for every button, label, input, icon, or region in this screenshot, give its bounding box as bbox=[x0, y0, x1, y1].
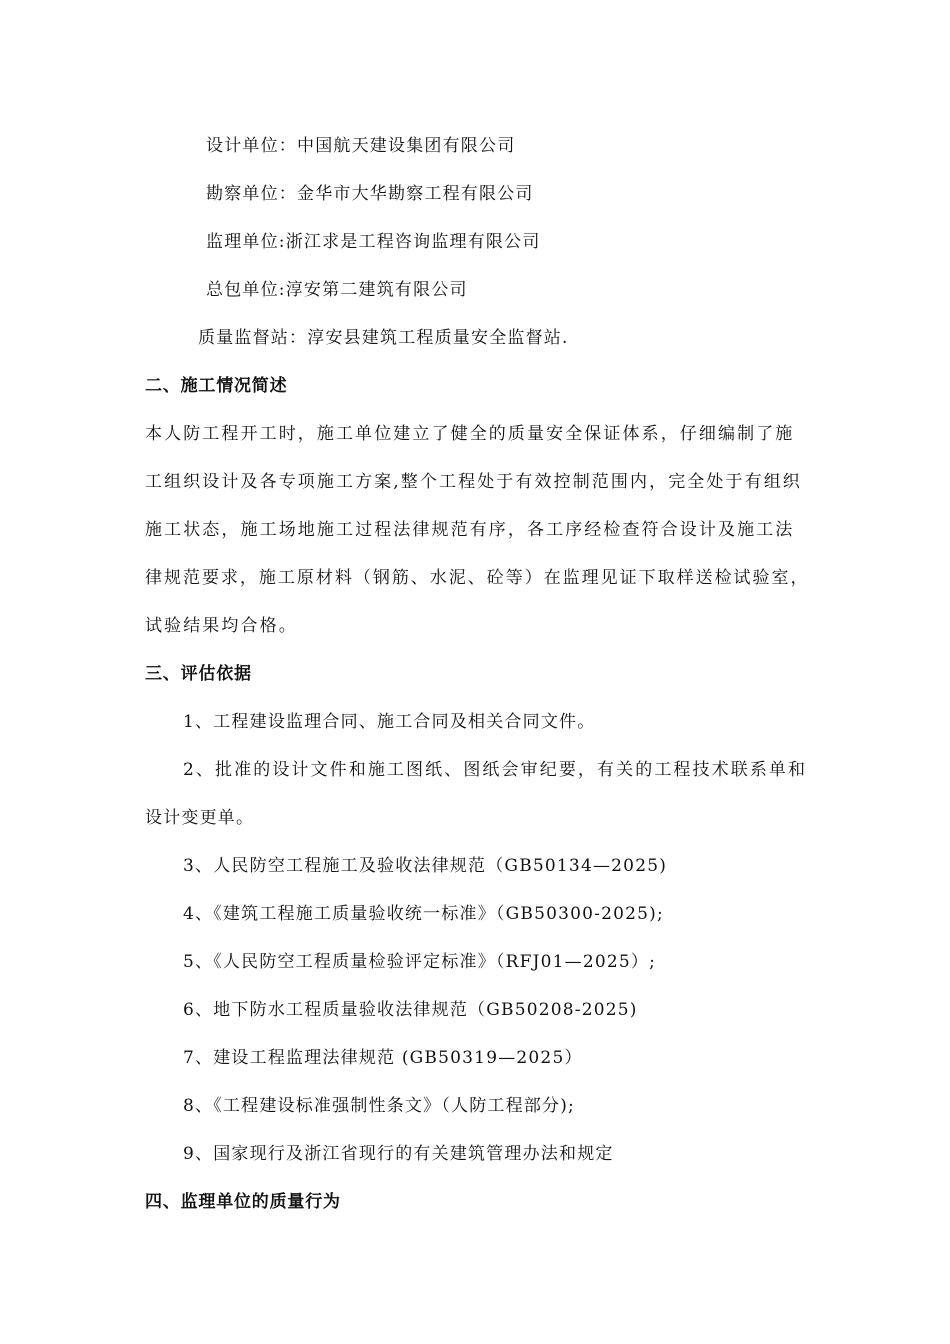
basis-item: 1、工程建设监理合同、施工合同及相关合同文件。 bbox=[183, 712, 596, 732]
basis-item: 6、地下防水工程质量验收法律规范（GB50208-2025) bbox=[183, 1000, 638, 1020]
quality-station-line: 质量监督站：淳安县建筑工程质量安全监督站. bbox=[198, 328, 569, 348]
section-3-heading: 三、评估依据 bbox=[145, 664, 252, 684]
basis-item-continuation: 设计变更单。 bbox=[145, 808, 255, 828]
section-2-paragraph-line: 试验结果均合格。 bbox=[145, 616, 298, 636]
basis-item: 3、人民防空工程施工及验收法律规范（GB50134—2025) bbox=[183, 856, 668, 876]
section-4-heading: 四、监理单位的质量行为 bbox=[145, 1192, 341, 1212]
section-2-paragraph-line: 律规范要求，施工原材料（钢筋、水泥、砼等）在监理见证下取样送检试验室， bbox=[145, 568, 810, 588]
section-2-heading: 二、施工情况简述 bbox=[145, 376, 288, 396]
basis-item: 9、国家现行及浙江省现行的有关建筑管理办法和规定 bbox=[183, 1144, 614, 1164]
contractor-unit-line: 总包单位:淳安第二建筑有限公司 bbox=[206, 280, 468, 300]
basis-item: 7、建设工程监理法律规范 (GB50319—2025） bbox=[183, 1048, 583, 1068]
basis-item: 4、《建筑工程施工质量验收统一标准》（GB50300-2025); bbox=[183, 904, 664, 924]
section-2-paragraph-line: 工组织设计及各专项施工方案,整个工程处于有效控制范围内，完全处于有组织 bbox=[145, 472, 802, 492]
supervision-unit-line: 监理单位:浙江求是工程咨询监理有限公司 bbox=[206, 232, 541, 252]
design-unit-line: 设计单位：中国航天建设集团有限公司 bbox=[206, 136, 516, 156]
basis-item: 8、《工程建设标准强制性条文》（人防工程部分); bbox=[183, 1096, 575, 1116]
basis-item: 5、《人民防空工程质量检验评定标准》（RFJ01—2025）; bbox=[183, 952, 657, 972]
section-2-paragraph-line: 施工状态，施工场地施工过程法律规范有序，各工序经检查符合设计及施工法 bbox=[145, 520, 795, 540]
basis-item: 2、批准的设计文件和施工图纸、图纸会审纪要，有关的工程技术联系单和 bbox=[183, 760, 808, 780]
survey-unit-line: 勘察单位：金华市大华勘察工程有限公司 bbox=[206, 184, 534, 204]
section-2-paragraph-line: 本人防工程开工时，施工单位建立了健全的质量安全保证体系，仔细编制了施 bbox=[145, 424, 795, 444]
